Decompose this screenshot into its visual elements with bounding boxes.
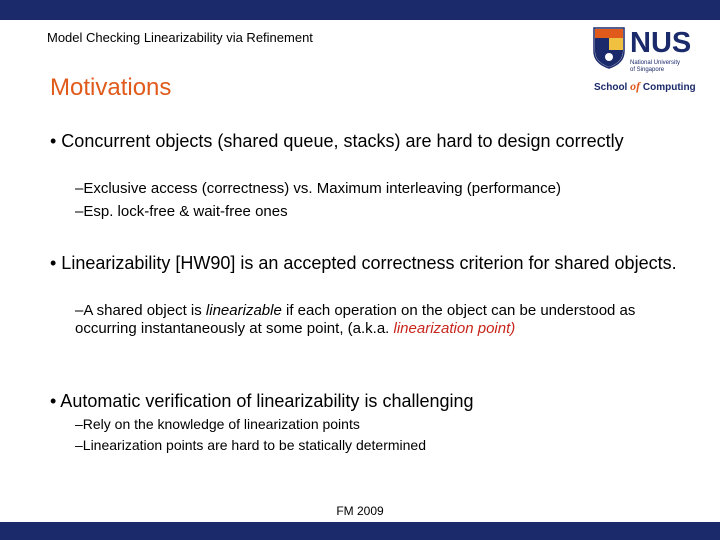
school-of: of bbox=[630, 79, 641, 93]
b2-sub-term-linearization-point: linearization point) bbox=[393, 320, 516, 337]
school-prefix: School bbox=[594, 82, 628, 93]
nus-logo bbox=[593, 27, 703, 97]
bullet-1-sub-2: –Esp. lock-free & wait-free ones bbox=[75, 203, 288, 220]
bullet-1: • Concurrent objects (shared queue, stacks) are hard to design correctly bbox=[50, 131, 624, 151]
header-title: Model Checking Linearizability via Refinement bbox=[47, 30, 313, 45]
nus-wordmark: NUS bbox=[630, 27, 692, 59]
nus-crest-icon bbox=[593, 27, 625, 69]
university-name-line1: National University bbox=[630, 60, 681, 66]
bullet-1-sub-1: –Exclusive access (correctness) vs. Maximum interleaving (performance) bbox=[75, 180, 561, 197]
top-bar bbox=[0, 0, 720, 20]
school-suffix: Computing bbox=[642, 82, 696, 93]
bullet-3-sub-2: –Linearization points are hard to be statically determined bbox=[75, 437, 426, 453]
footer-text: FM 2009 bbox=[336, 504, 384, 518]
bullet-2: • Linearizability [HW90] is an accepted correctness criterion for shared objects. bbox=[50, 253, 677, 273]
slide-title: Motivations bbox=[50, 74, 172, 101]
university-name-line2: of Singapore bbox=[630, 67, 665, 73]
bullet-3-sub-1: –Rely on the knowledge of linearization points bbox=[75, 416, 360, 432]
bottom-bar bbox=[0, 522, 720, 540]
b2-sub-text-a: –A shared object is bbox=[75, 302, 206, 319]
school-of-computing bbox=[594, 79, 696, 94]
b2-sub-text-c: if each operation on the object can be understood as occurring instantaneously at some point, (a.k.a. bbox=[75, 302, 636, 337]
bullet-3: • Automatic verification of linearizability is challenging bbox=[50, 391, 474, 411]
b2-sub-term-linearizable: linearizable bbox=[205, 302, 282, 319]
bullet-2-sub-1 bbox=[75, 302, 675, 338]
